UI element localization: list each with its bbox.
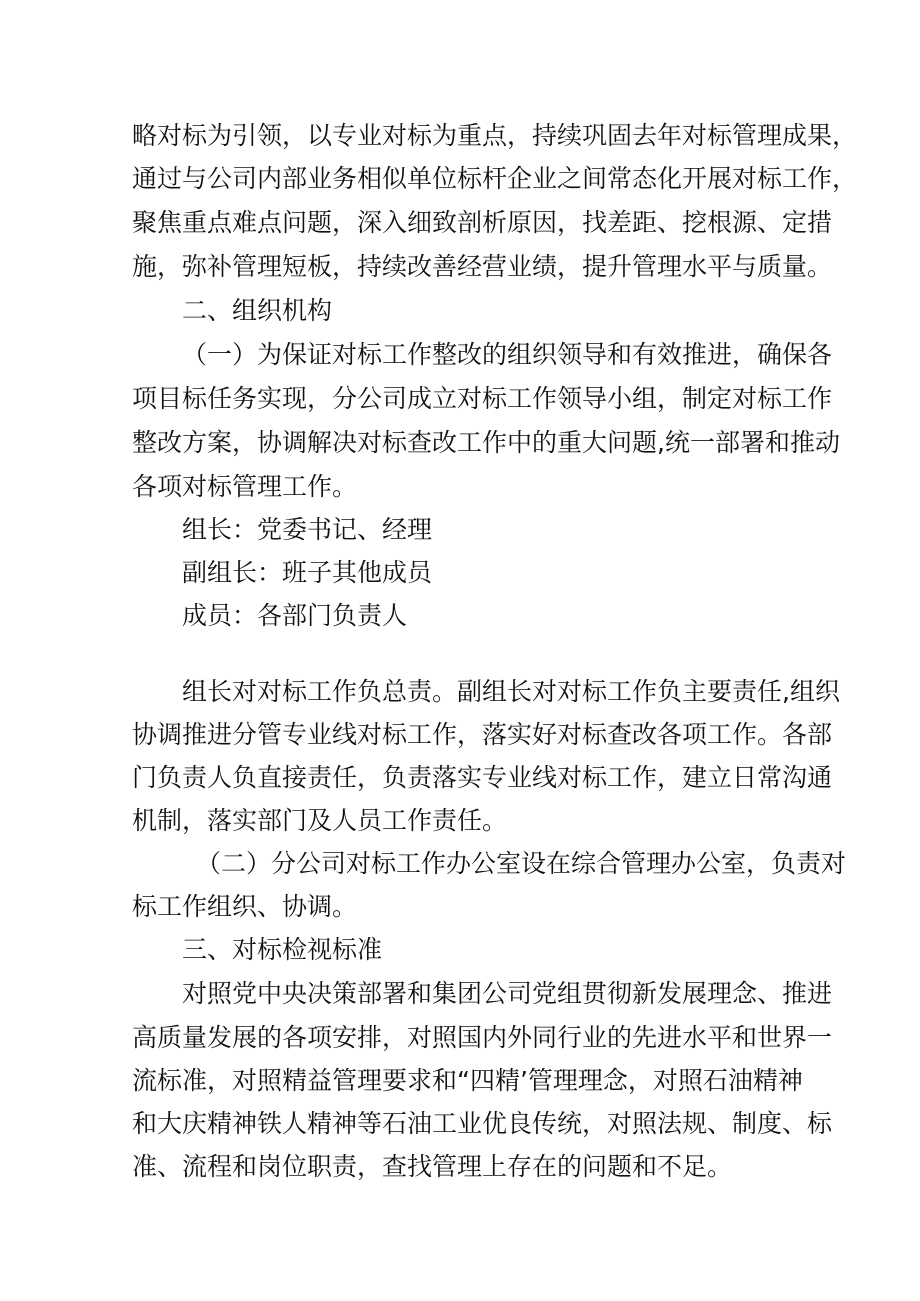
paragraph-line: 准、流程和岗位职责，查找管理上存在的问题和不足。 (132, 1152, 733, 1181)
paragraph-line: 协调推进分管专业线对标工作，落实好对标查改各项工作。各部 (132, 720, 833, 749)
paragraph-line: （二）分公司对标工作办公室设在综合管理办公室，负责对 (196, 849, 847, 878)
paragraph-line: 对照党中央决策部署和集团公司党组贯彻新发展理念、推进 (182, 979, 833, 1008)
paragraph-line: 门负责人负直接责任，负责落实专业线对标工作，建立日常沟通 (132, 763, 833, 792)
paragraph-line: 机制，落实部门及人员工作责任。 (132, 806, 508, 835)
paragraph-line: 标工作组织、协调。 (132, 892, 358, 921)
paragraph-line: 和大庆精神铁人精神等石油工业优良传统，对照法规、制度、标 (132, 1109, 833, 1138)
paragraph-line: 各项对标管理工作。 (132, 472, 358, 501)
paragraph-line: 项目标任务实现，分公司成立对标工作领导小组，制定对标工作 (132, 384, 833, 413)
paragraph-line: 高质量发展的各项安排，对照国内外同行业的先进水平和世界一 (132, 1023, 833, 1052)
section-heading: 三、对标检视标准 (182, 935, 383, 964)
member-line: 副组长：班子其他成员 (182, 558, 433, 587)
paragraph-line: 组长对对标工作负总责。副组长对对标工作负主要责任,组织 (182, 677, 840, 706)
paragraph-line: 通过与公司内部业务相似单位标杆企业之间常态化开展对标工作， (132, 164, 858, 193)
paragraph-line: 略对标为引领，以专业对标为重点，持续巩固去年对标管理成果， (132, 121, 858, 150)
paragraph-line: 整改方案，协调解决对标查改工作中的重大问题,统一部署和推动 (132, 428, 840, 457)
section-heading: 二、组织机构 (182, 296, 333, 325)
paragraph-line: 流标准，对照精益管理要求和“四精’管理理念，对照石油精神 (132, 1066, 803, 1095)
member-line: 组长：党委书记、经理 (182, 515, 433, 544)
paragraph-line: 施，弥补管理短板，持续改善经营业绩，提升管理水平与质量。 (132, 252, 833, 281)
paragraph-line: 聚焦重点难点问题，深入细致剖析原因，找差距、挖根源、定措 (132, 208, 833, 237)
paragraph-line: （一）为保证对标工作整改的组织领导和有效推进，确保各 (182, 340, 833, 369)
member-line: 成员：各部门负责人 (182, 601, 408, 630)
